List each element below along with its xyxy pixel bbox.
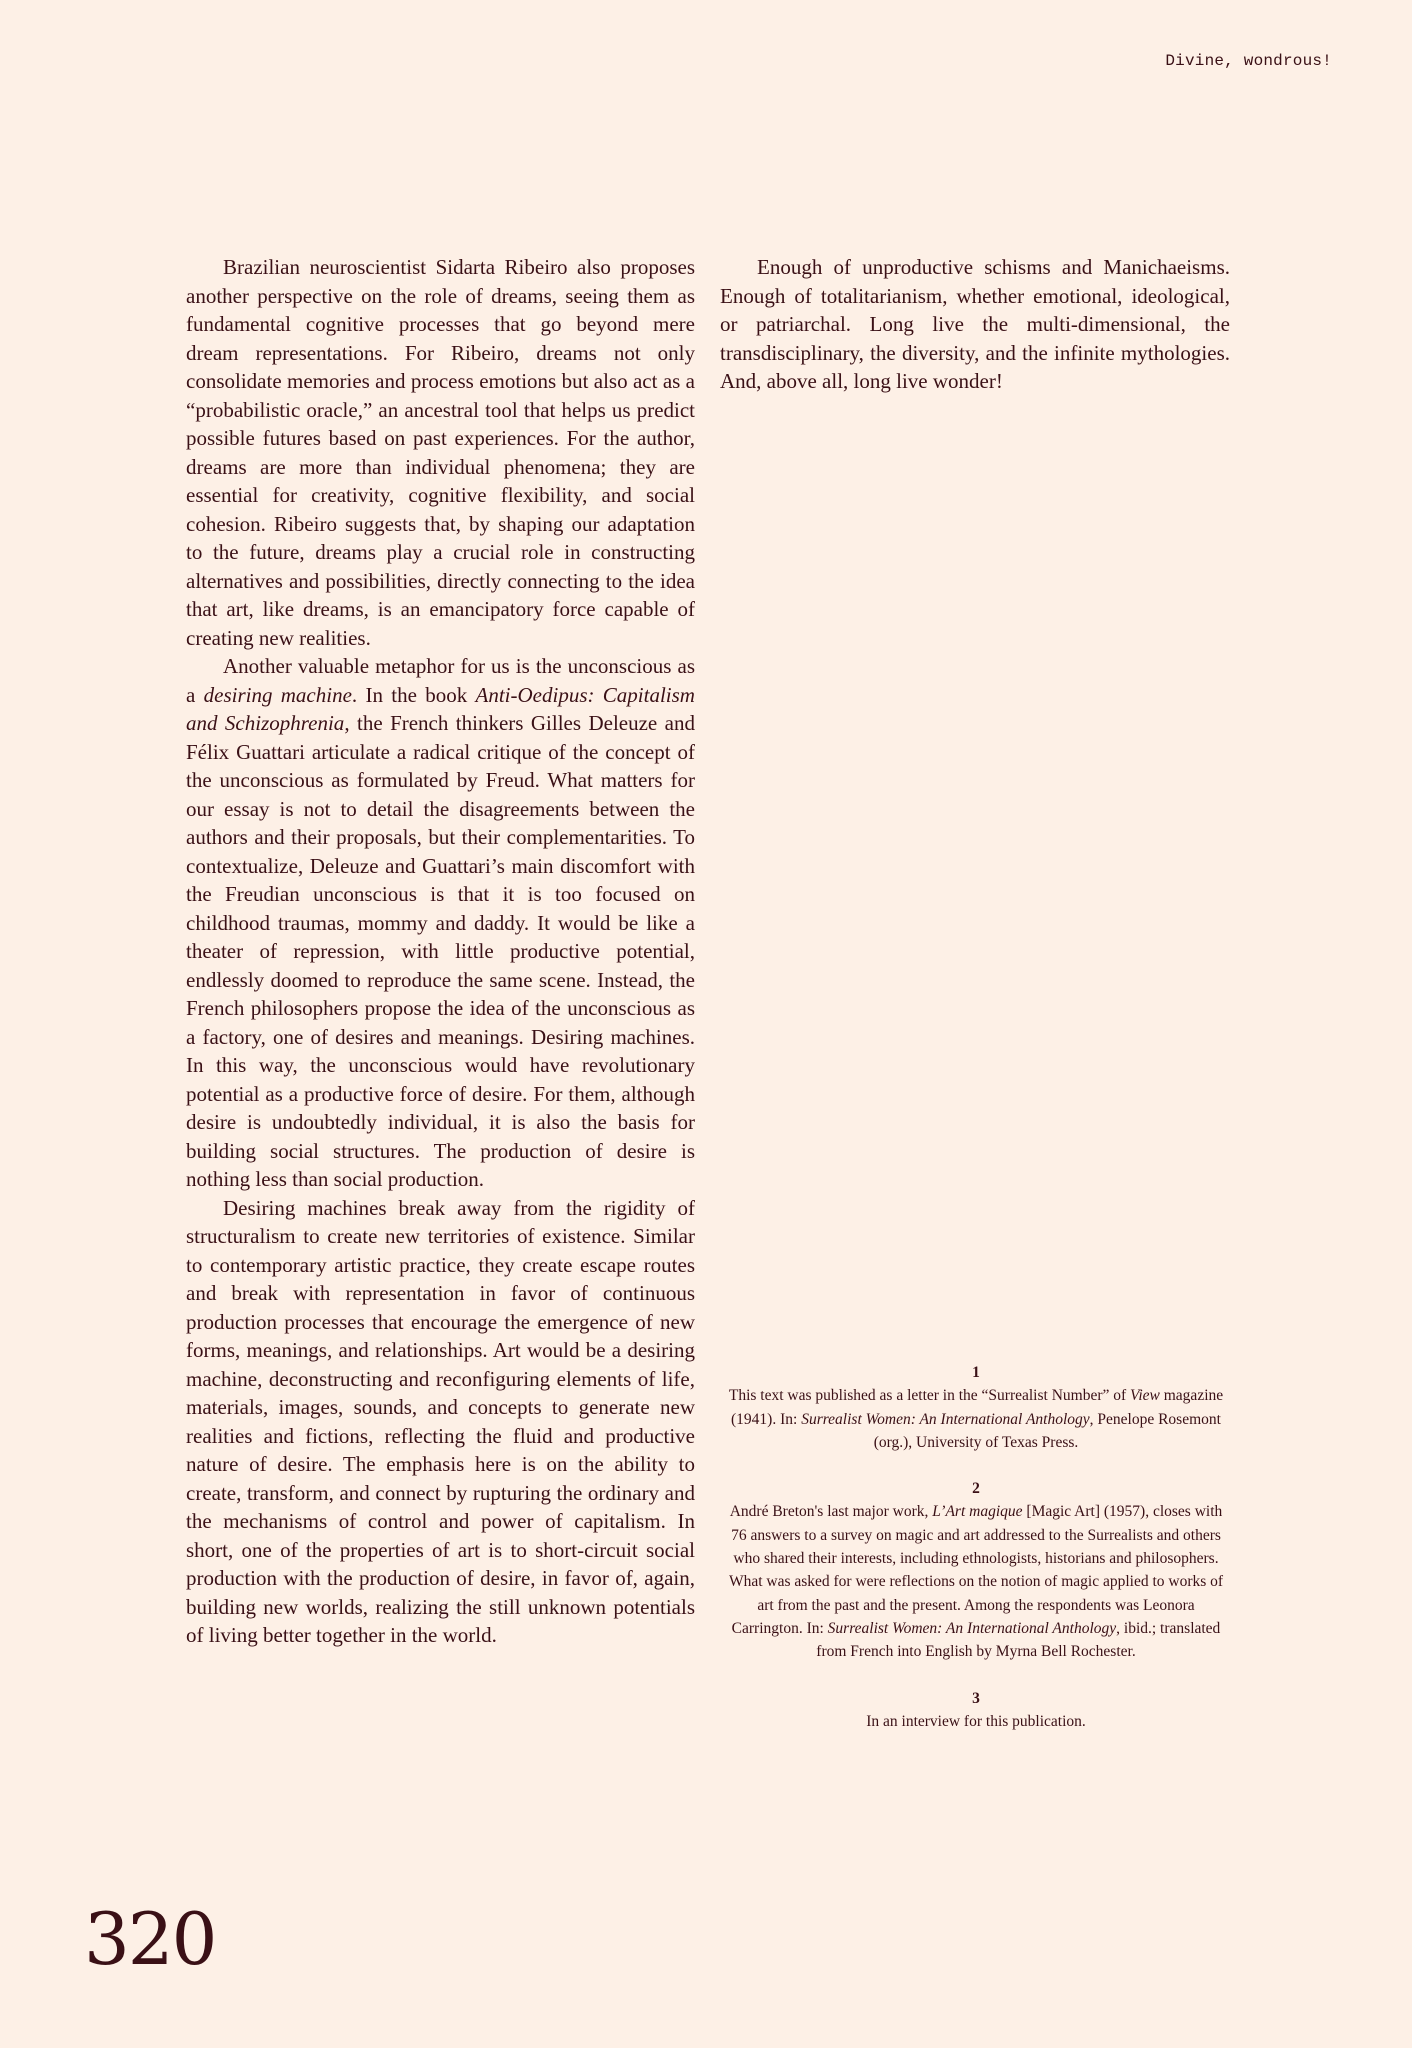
- book-title: Surrealist Women: An International Anthology: [827, 1619, 1117, 1637]
- footnote-number: 3: [972, 1689, 980, 1707]
- footnote-text: [726, 1500, 1226, 1663]
- text-run: This text was published as a letter in the “Surrealist Number” of: [728, 1387, 1131, 1405]
- footnotes: [726, 1361, 1226, 1756]
- text-run: . In the book: [351, 682, 476, 707]
- paragraph-ribeiro: Brazilian neuroscientist Sidarta Ribeiro also proposes another perspective on the role of dreams, seeing them as fundamental cognitive processes that go beyond mere dream representations. For Ribeiro, dreams not only consolidate memories and process emotions but also act as a “probabilistic oracle,” an ancestral tool that helps us predict possible futures based on past experiences. For the author, dreams are more than individual phenomena; they are essential for creativity, cognitive flexibility, and social cohesion. Ribeiro suggests that, by shaping our adaptation to the future, dreams play a crucial role in constructing alternatives and possibilities, directly connecting to the idea that art, like dreams, is an emancipatory force capable of creating new realities.: [186, 255, 695, 650]
- text-run: [Magic Art] (1957), closes with 76 answers to a survey on magic and art addressed to the Surrealists and others who shared their interests, including ethnologists, historians and philosophers. What was asked for were reflections on the notion of magic applied to works of art from the past and the present. Among the respondents was Leonora Carrington. In:: [728, 1503, 1224, 1637]
- text-run: Another valuable metaphor for us is the unconscious as a: [186, 654, 695, 707]
- magazine-title: View: [1130, 1387, 1160, 1405]
- running-header: Divine, wondrous!: [1165, 52, 1332, 70]
- paragraph-structuralism: Desiring machines break away from the rigidity of structuralism to create new territories of existence. Similar to contemporary artistic practice, they create escape routes and break with representation in favor of continuous production processes that encourage the emergence of new forms, meanings, and relationships. Art would be a desiring machine, deconstructing and reconfiguring elements of life, materials, images, sounds, and concepts to generate new realities and fictions, reflecting the fluid and productive nature of desire. The emphasis here is on the ability to create, transform, and connect by rupturing the ordinary and the mechanisms of control and power of capitalism. In short, one of the properties of art is to short-circuit social production with the production of desire, in favor of, again, building new worlds, realizing the still unknown potentials of living better together in the world.: [186, 1195, 695, 1647]
- text-run: magazine (1941). In:: [731, 1387, 1224, 1428]
- footnote-number: 2: [972, 1480, 980, 1498]
- text-run: , Penelope Rosemont (org.), University of Texas Press.: [873, 1410, 1221, 1451]
- footnote-1: [726, 1361, 1226, 1454]
- right-column: [720, 253, 1230, 396]
- paragraph-enough: Enough of unproductive schisms and Manichaeisms. Enough of totalitarianism, whether emotional, ideological, or patriarchal. Long live the multi-dimensional, the transdisciplinary, the diversity, and the infinite mythologies. And, above all, long live wonder!: [720, 255, 1230, 393]
- text-run: , ibid.; translated from French into English by Myrna Bell Rochester.: [816, 1619, 1221, 1661]
- footnote-number: 1: [972, 1364, 980, 1381]
- page-number: 320: [84, 1897, 216, 1981]
- left-column: [186, 253, 695, 1650]
- book-title: Surrealist Women: An International Anthology: [801, 1410, 1090, 1428]
- book-title-anti-oedipus: Anti-Oedipus: Capitalism and Schizophrenia: [186, 682, 695, 735]
- footnote-text: In an interview for this publication.: [866, 1712, 1086, 1730]
- footnote-text: [726, 1384, 1226, 1454]
- text-run: , the French thinkers Gilles Deleuze and Félix Guattari articulate a radical critique of the concept of the unconscious as formulated by Freud. What matters for our essay is not to detail the disagreements between the authors and their proposals, but their complementarities. To contextualize, Deleuze and Guattari’s main discomfort with the Freudian unconscious is that it is too focused on childhood traumas, mommy and daddy. It would be like a theater of repression, with little productive potential, endlessly doomed to reproduce the same scene. Instead, the French philosophers propose the idea of the unconscious as a factory, one of desires and meanings. Desiring machines. In this way, the unconscious would have revolutionary potential as a productive force of desire. For them, although desire is undoubtedly individual, it is also the basis for building social structures. The production of desire is nothing less than social production.: [186, 711, 695, 1191]
- text-run: André Breton's last major work,: [729, 1503, 933, 1521]
- book-title: L’Art magique: [932, 1503, 1023, 1521]
- paragraph-desiring-machine: [186, 652, 695, 1194]
- footnote-2: [726, 1477, 1226, 1663]
- footnote-3: [726, 1687, 1226, 1734]
- emphasis-desiring-machine: desiring machine: [203, 682, 352, 707]
